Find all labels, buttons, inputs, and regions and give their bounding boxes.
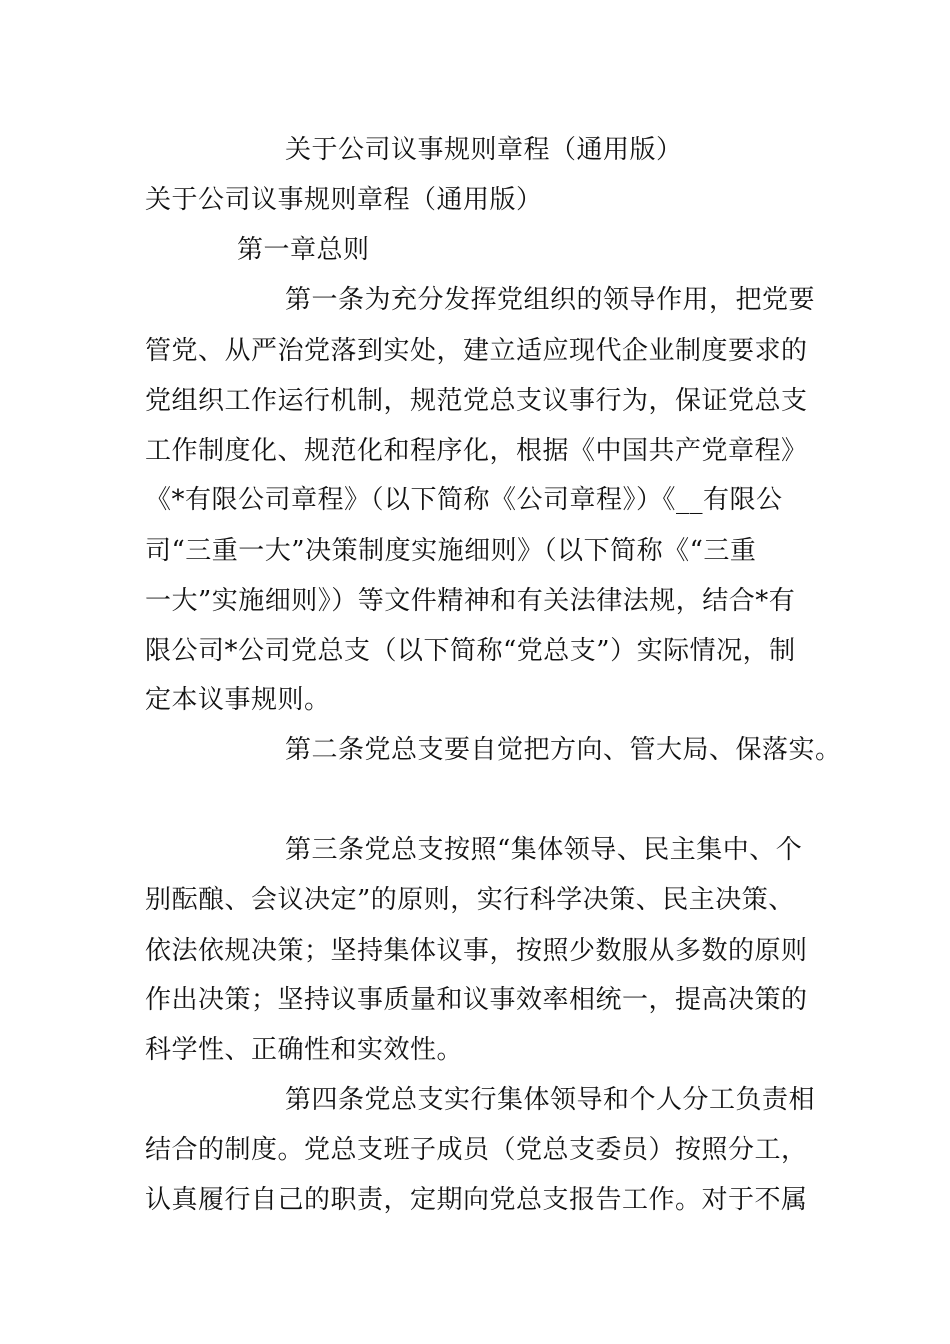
article-1-line-7: 一大”实施细则》）等文件精神和有关法律法规，结合*有 [145,586,796,616]
article-1-line-3: 党组织工作运行机制，规范党总支议事行为，保证党总支 [145,386,808,416]
article-3-line-4: 作出决策；坚持议事质量和议事效率相统一，提高决策的 [145,985,808,1015]
article-4-line-3: 认真履行自己的职责，定期向党总支报告工作。对于不属 [145,1185,808,1215]
article-2-line-1: 第二条党总支要自觉把方向、管大局、保落实。 [285,735,842,765]
document-title: 关于公司议事规则章程（通用版） [285,135,683,165]
article-1-line-4: 工作制度化、规范化和程序化，根据《中国共产党章程》 [145,436,808,466]
article-1-line-9: 定本议事规则。 [145,685,331,715]
article-4-line-2: 结合的制度。党总支班子成员（党总支委员）按照分工， [145,1135,808,1165]
article-1-line-2: 管党、从严治党落到实处，建立适应现代企业制度要求的 [145,336,808,366]
document-subtitle: 关于公司议事规则章程（通用版） [145,185,543,215]
article-1-line-8: 限公司*公司党总支（以下简称“党总支”）实际情况，制 [145,636,796,666]
article-4-line-1: 第四条党总支实行集体领导和个人分工负责相 [285,1085,816,1115]
article-3-line-5: 科学性、正确性和实效性。 [145,1035,464,1065]
article-3-line-3: 依法依规决策；坚持集体议事，按照少数服从多数的原则 [145,936,808,966]
article-1-line-1: 第一条为充分发挥党组织的领导作用，把党要 [285,285,816,315]
article-3-line-1: 第三条党总支按照“集体领导、民主集中、个 [285,835,803,865]
article-1-line-5: 《*有限公司章程》（以下简称《公司章程》）《__有限公 [145,485,783,515]
article-1-line-6: 司“三重一大”决策制度实施细则》（以下简称《“三重 [145,536,757,566]
article-3-line-2: 别酝酿、会议决定”的原则，实行科学决策、民主决策、 [145,885,795,915]
chapter-heading: 第一章总则 [237,235,370,265]
